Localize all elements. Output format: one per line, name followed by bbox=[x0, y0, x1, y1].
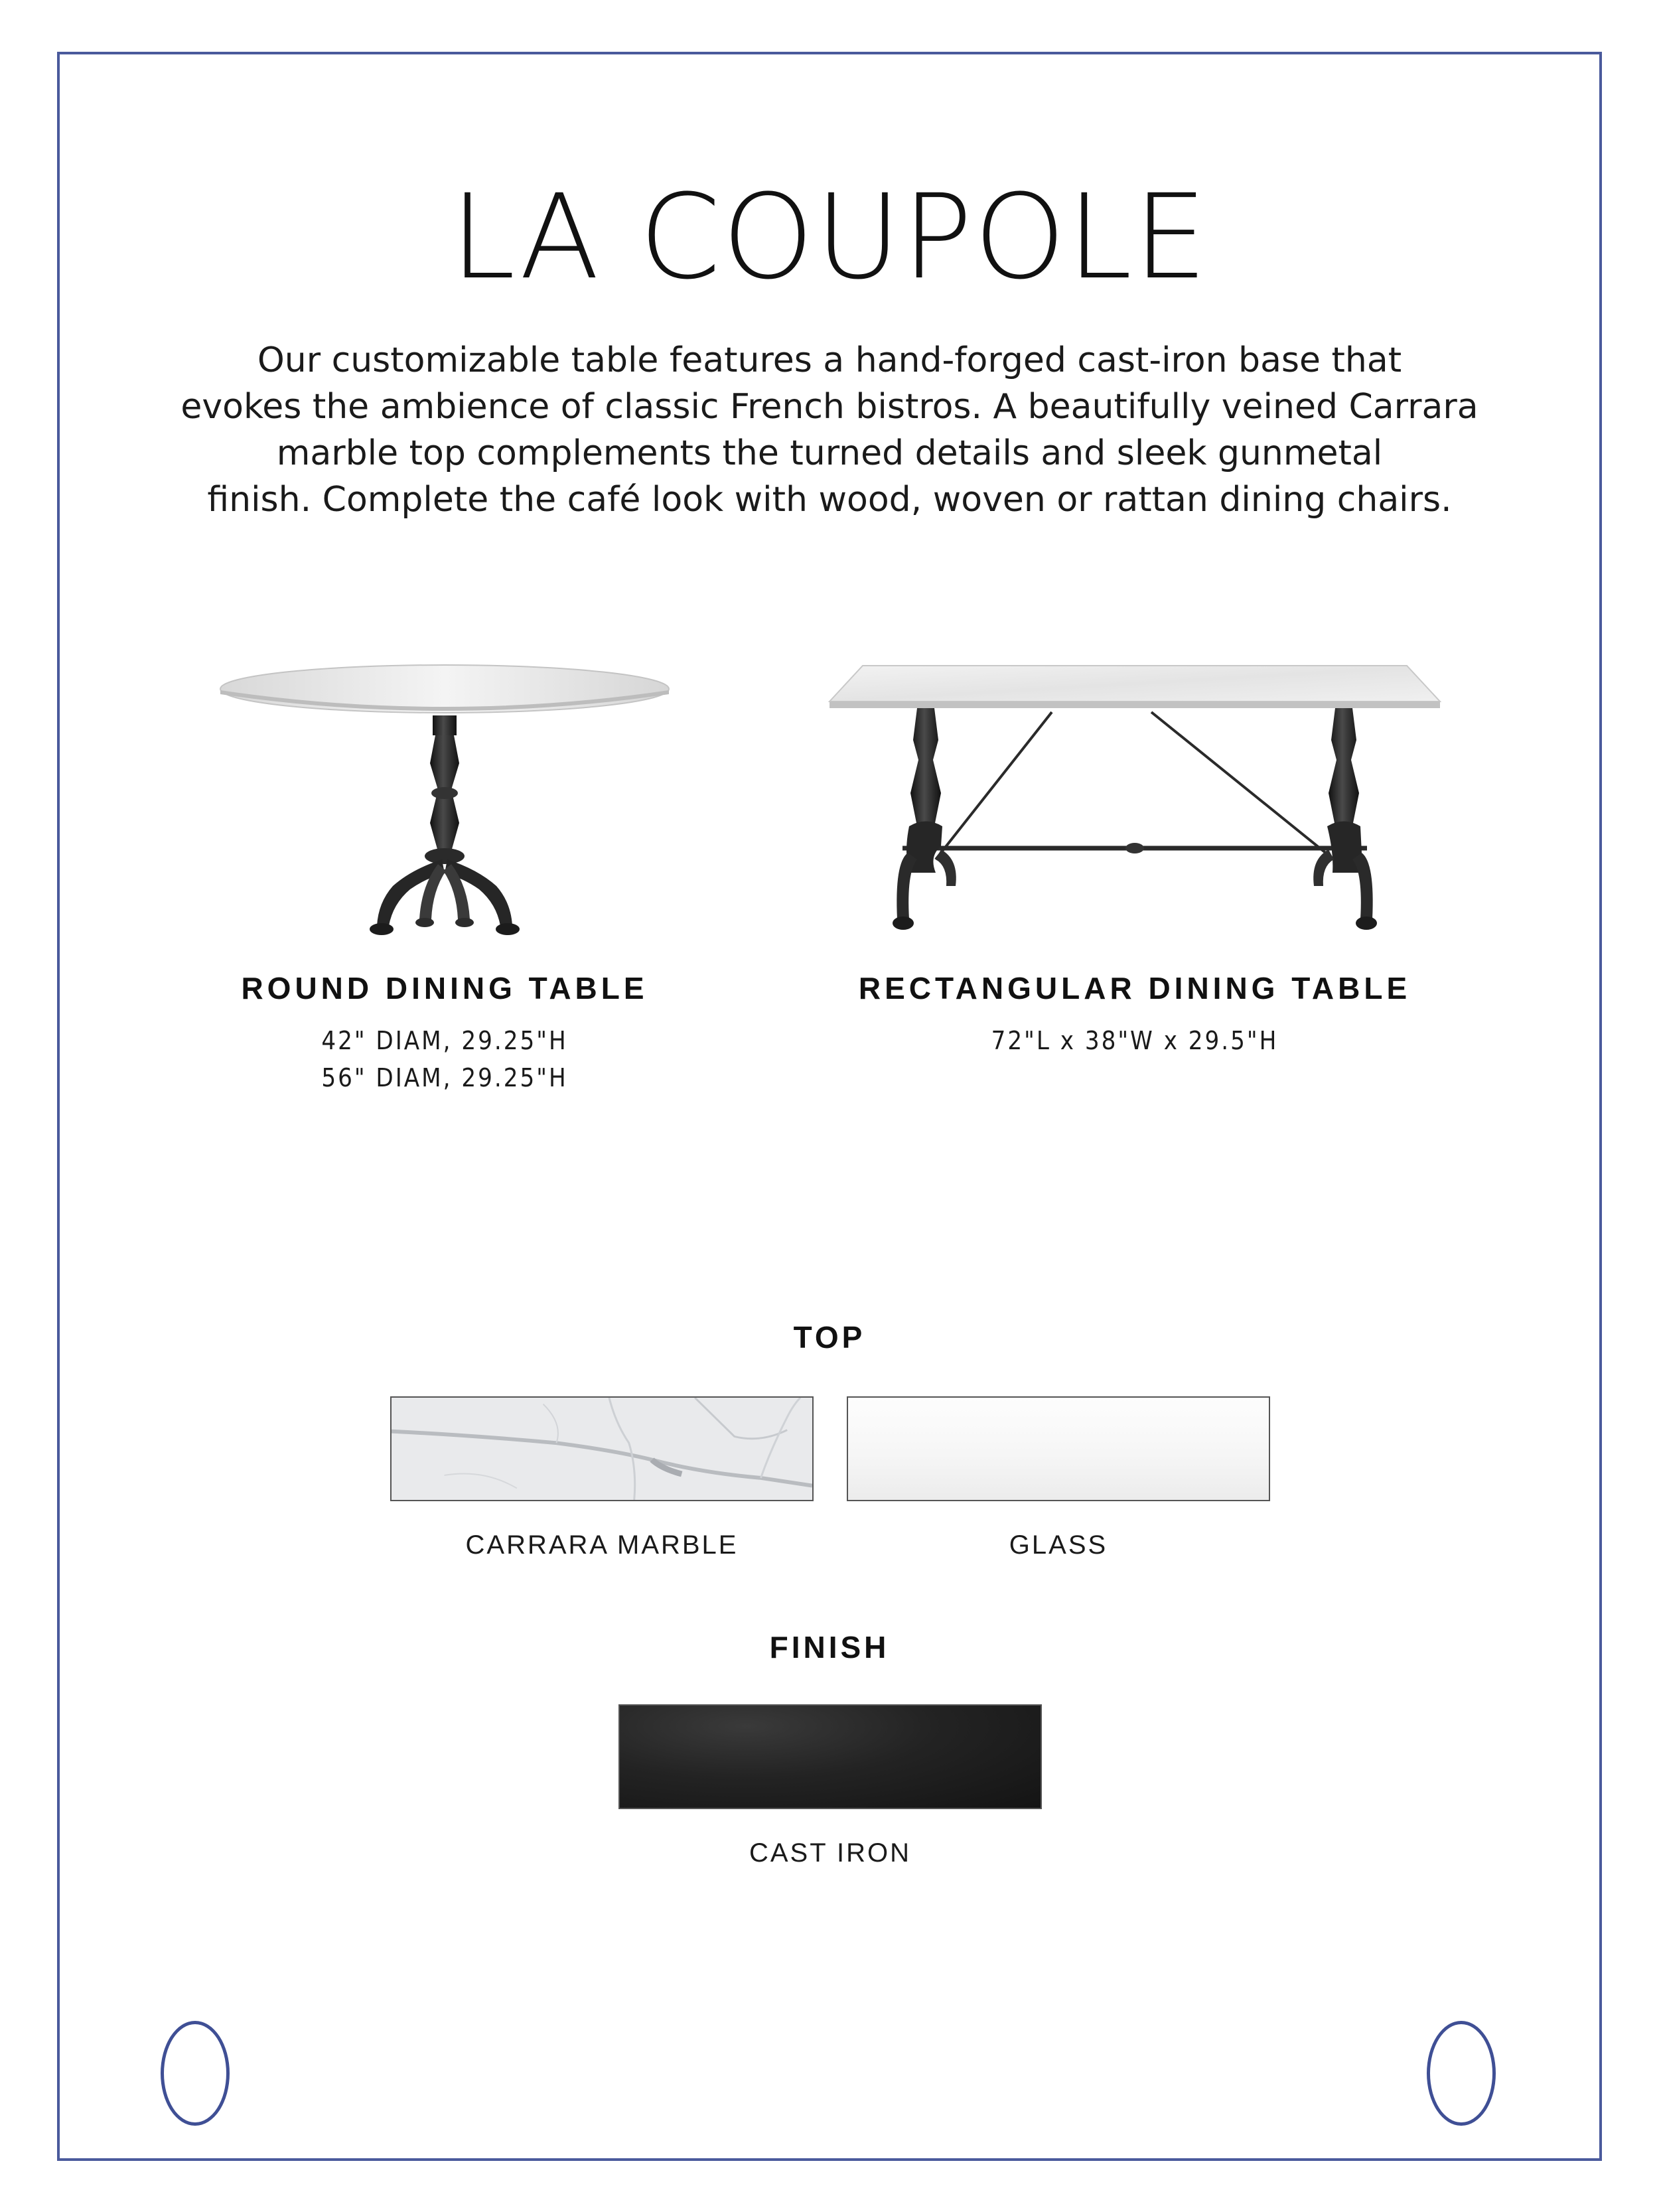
product-name-rectangular: RECTANGULAR DINING TABLE bbox=[858, 971, 1411, 1005]
description-line: Our customizable table features a hand-forged cast-iron base that bbox=[257, 340, 1402, 380]
top-heading: TOP bbox=[793, 1320, 866, 1355]
glass-swatch bbox=[847, 1396, 1270, 1501]
dimension-rectangular: 72"L x 38"W x 29.5"H bbox=[991, 1026, 1279, 1055]
rectangular-table-image bbox=[823, 660, 1447, 946]
round-table-image bbox=[212, 657, 677, 949]
cast-iron-label: CAST IRON bbox=[749, 1838, 912, 1868]
finish-heading: FINISH bbox=[769, 1630, 890, 1664]
glass-label: GLASS bbox=[1009, 1530, 1108, 1560]
dimension-round-42: 42" DIAM, 29.25"H bbox=[321, 1026, 568, 1055]
carrara-marble-label: CARRARA MARBLE bbox=[465, 1530, 739, 1560]
description-line: evokes the ambience of classic French bistros. A beautifully veined Carrara bbox=[180, 387, 1479, 427]
cast-iron-swatch bbox=[618, 1704, 1042, 1809]
decorative-oval-left bbox=[161, 2021, 230, 2126]
description-line: finish. Complete the café look with wood, woven or rattan dining chairs. bbox=[207, 480, 1452, 520]
decorative-oval-right bbox=[1427, 2021, 1496, 2126]
dimension-round-56: 56" DIAM, 29.25"H bbox=[321, 1063, 568, 1092]
carrara-marble-swatch bbox=[390, 1396, 814, 1501]
page-title: LA COUPOLE bbox=[450, 169, 1209, 305]
description-line: marble top complements the turned details and sleek gunmetal bbox=[276, 433, 1383, 473]
product-description bbox=[146, 337, 1513, 523]
product-name-round: ROUND DINING TABLE bbox=[241, 971, 648, 1005]
